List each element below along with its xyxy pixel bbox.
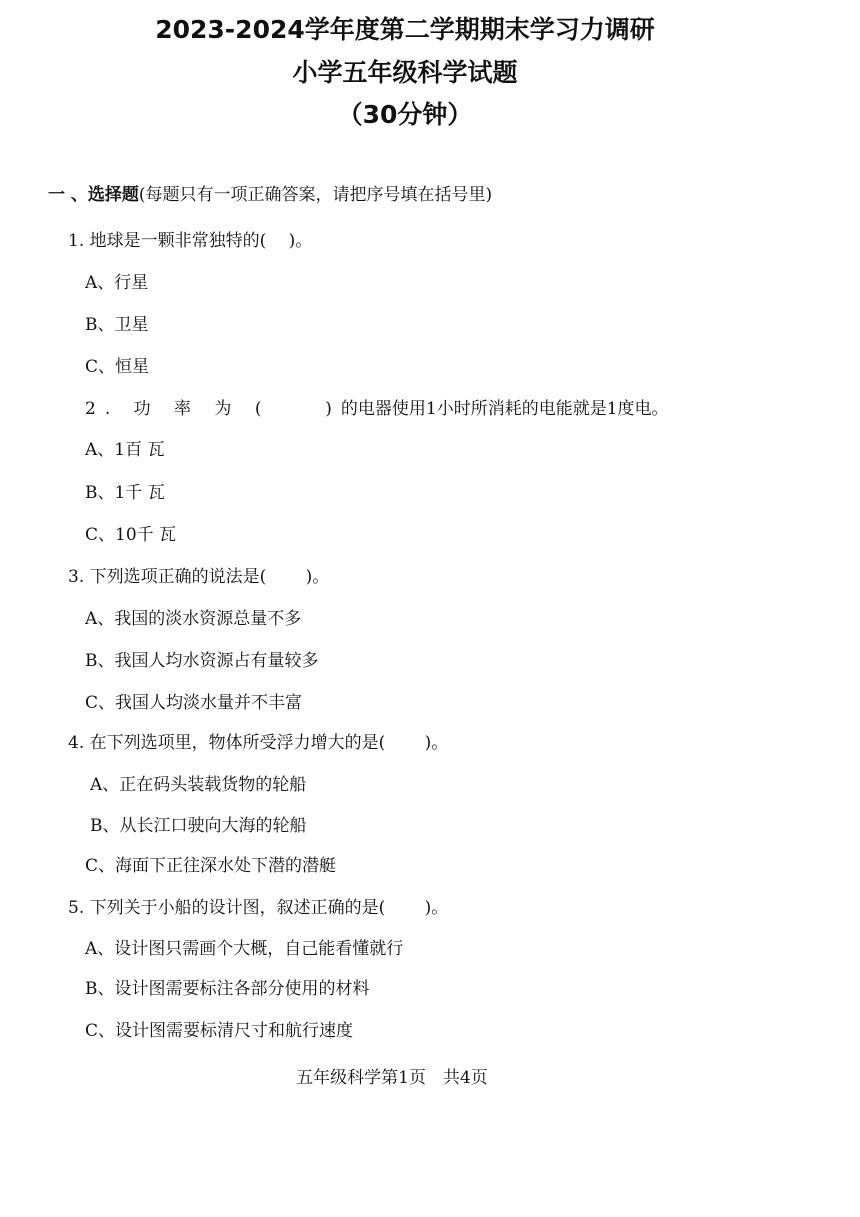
question-1-option-c: C、恒星: [85, 357, 150, 377]
section-instruction: (每题只有一项正确答案，请把序号填在括号里): [138, 185, 493, 205]
question-1-stem: 1. 地球是一颗非常独特的( )。: [68, 231, 313, 251]
question-2-stem: [85, 397, 669, 421]
page-footer: [0, 1066, 860, 1090]
section-heading: [48, 183, 492, 207]
question-4-option-a: A、正在码头装载货物的轮船: [90, 775, 307, 795]
question-2-option-a: A、1百 瓦: [85, 440, 165, 460]
question-4-option-c: C、海面下正往深水处下潜的潜艇: [85, 856, 337, 876]
page-number: 五年级科学第1页 共4页: [296, 1068, 488, 1088]
question-2-stem-rest: 的电器使用1小时所消耗的电能就是1度电。: [340, 399, 669, 419]
question-5-option-c: C、设计图需要标清尺寸和航行速度: [85, 1021, 354, 1041]
question-1-option-b: B、卫星: [85, 315, 149, 335]
question-5-option-b: B、设计图需要标注各部分使用的材料: [85, 979, 370, 999]
question-3-stem: 3. 下列选项正确的说法是( )。: [68, 567, 330, 587]
exam-title: 2023-2024学年度第二学期期末学习力调研: [155, 15, 655, 44]
question-5-option-a: A、设计图只需画个大概，自己能看懂就行: [85, 939, 404, 959]
question-2-option-c: C、10千 瓦: [85, 525, 177, 545]
exam-subtitle: 小学五年级科学试题: [292, 58, 518, 87]
question-3-option-c: C、我国人均淡水量并不丰富: [85, 693, 303, 713]
question-1-option-a: A、行星: [85, 273, 149, 293]
question-4-stem: 4. 在下列选项里，物体所受浮力增大的是( )。: [68, 733, 449, 753]
exam-duration: （30分钟）: [337, 100, 473, 129]
question-5-stem: 5. 下列关于小船的设计图，叙述正确的是( )。: [68, 898, 449, 918]
section-title: 一 、选择题: [48, 185, 139, 205]
question-3-option-a: A、我国的淡水资源总量不多: [85, 609, 302, 629]
question-2-option-b: B、1千 瓦: [85, 483, 165, 503]
question-4-option-b: B、从长江口驶向大海的轮船: [90, 816, 307, 836]
question-2-stem-prefix: 2. 功 率 为 ( ): [85, 399, 341, 419]
question-3-option-b: B、我国人均水资源占有量较多: [85, 651, 319, 671]
